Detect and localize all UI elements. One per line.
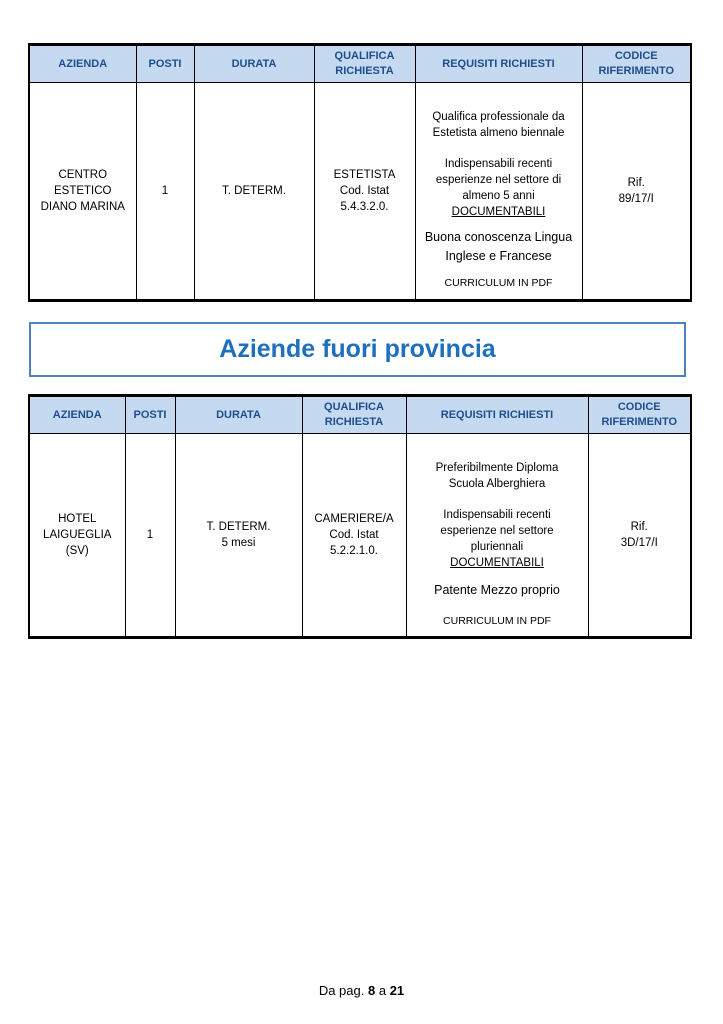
section-banner [29, 322, 686, 377]
cell-requisiti: Qualifica professionale da Estetista almeno biennale Indispensabili recenti esperienze nel settore di almeno 5 anni DOCUMENTABILI Buona conoscenza Lingua Inglese e Francese CURRICULUM IN PDF [415, 83, 582, 301]
header-codice: CODICE RIFERIMENTO [582, 45, 691, 83]
header-requisiti: REQUISITI RICHIESTI [406, 396, 588, 434]
header-qualifica: QUALIFICA RICHIESTA [314, 45, 415, 83]
cell-posti: 1 [136, 83, 194, 301]
header-posti: POSTI [136, 45, 194, 83]
header-qualifica: QUALIFICA RICHIESTA [302, 396, 406, 434]
page-footer: Da pag. 8 a 21 [318, 983, 405, 998]
cell-requisiti: Preferibilmente Diploma Scuola Alberghiera Indispensabili recenti esperienze nel settore pluriennali DOCUMENTABILI Patente Mezzo proprio CURRICULUM IN PDF [406, 434, 588, 638]
total-pages-number: 21 [389, 983, 405, 998]
header-posti: POSTI [125, 396, 175, 434]
section-title: Aziende fuori provincia [219, 335, 496, 363]
cell-durata: T. DETERM. [194, 83, 314, 301]
cell-azienda: HOTEL LAIGUEGLIA (SV) [29, 434, 125, 638]
table-header-row [29, 396, 691, 434]
table-header-row [29, 45, 691, 83]
cell-codice: Rif. 3D/17/I [588, 434, 691, 638]
current-page-number: 8 [367, 983, 376, 998]
documentabili-text: DOCUMENTABILI [451, 206, 546, 218]
job-table-local [28, 43, 692, 302]
cell-durata: T. DETERM. 5 mesi [175, 434, 302, 638]
job-table-out-of-province [28, 394, 692, 639]
header-codice: CODICE RIFERIMENTO [588, 396, 691, 434]
cell-azienda: CENTRO ESTETICO DIANO MARINA [29, 83, 136, 301]
table-row [29, 83, 691, 301]
header-azienda: AZIENDA [29, 45, 136, 83]
cell-posti: 1 [125, 434, 175, 638]
table-row [29, 434, 691, 638]
header-azienda: AZIENDA [29, 396, 125, 434]
header-requisiti: REQUISITI RICHIESTI [415, 45, 582, 83]
cell-qualifica: ESTETISTA Cod. Istat 5.4.3.2.0. [314, 83, 415, 301]
header-durata: DURATA [175, 396, 302, 434]
documentabili-text: DOCUMENTABILI [450, 556, 544, 569]
cell-qualifica: CAMERIERE/A Cod. Istat 5.2.2.1.0. [302, 434, 406, 638]
cell-codice: Rif. 89/17/I [582, 83, 691, 301]
header-durata: DURATA [194, 45, 314, 83]
